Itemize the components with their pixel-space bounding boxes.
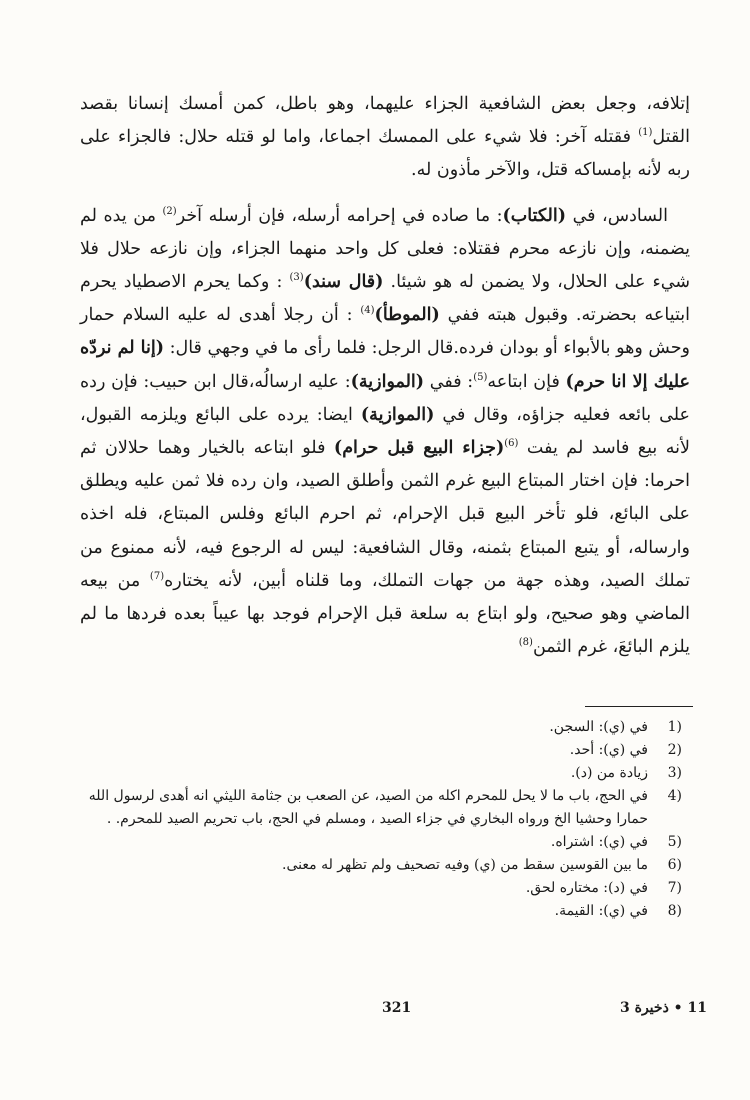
footnote (78, 762, 690, 785)
cited-source: (إنا لم نردّه عليك إلا انا حرم) (80, 338, 690, 392)
cited-source: (قال سند) (303, 272, 384, 293)
footnote-separator (585, 706, 693, 707)
footnote-text: في (ي): اشتراه. (550, 834, 648, 850)
footnote (78, 739, 690, 762)
footnote-number: 1) (667, 719, 682, 735)
page-number: 321 (382, 1000, 412, 1016)
text-run: : ففي (424, 371, 474, 392)
footnote (78, 785, 690, 831)
footnotes-list (78, 716, 690, 923)
footnote-number: 4) (667, 788, 682, 804)
footnote-number: 2) (667, 742, 682, 758)
footnote-text: في (ي): السجن. (549, 719, 648, 735)
footnote (78, 716, 690, 739)
footnote-number: 6) (667, 857, 682, 873)
text-run: من يده لم يضمنه، وإن نازعه محرم فقتلاه: فعلى كل واحد منهما الجزاء، وإن نازعه حلال فلا شيء على الحلال، ولا يضمن له هو شيئا. (80, 205, 690, 293)
cited-source: (الموطأ) (374, 305, 440, 326)
text-run: فإن ابتاعه (487, 371, 566, 392)
cited-source: (الكتاب) (502, 205, 567, 226)
footnote-ref: (7) (149, 571, 165, 583)
paragraph (80, 200, 690, 665)
main-text (80, 88, 690, 664)
footnote-text: ما بين القوسين سقط من (ي) وفيه تصحيف ولم تظهر له معنى. (282, 857, 648, 873)
footnote-ref: (2) (162, 205, 177, 217)
footnote-ref: (8) (518, 637, 533, 649)
text-run: السادس، في (566, 205, 668, 226)
text-run: : عليه ارسالُه،قال ابن حبيب: فإن رده على بائعه فعليه جزاؤه، وقال في (80, 371, 690, 425)
footnote-number: 8) (667, 903, 682, 919)
text-run: إتلافه، وجعل بعض الشافعية الجزاء عليهما، وهو باطل، كمن أمسك إنسانا بقصد القتل (80, 94, 690, 148)
text-run: فلو ابتاعه بالخيار وهما حلالان ثم احرما: فإن اختار المبتاع البيع غرم الثمن وأطلق الصيد، وان رده فلا ثمن عليه ويطلق على البائع، فلو تأخر البيع قبل الإحرام، ثم احرم البائع وفلس المبتاع، فله اخذه وارساله، أو يتبع المبتاع بثمنه، وقال الشافعية: ليس له الرجوع فيه، لأنه ممنوع من تملك الصيد، وهذه جهة من جهات التملك، وما قلناه أبين، لأنه يختاره (80, 438, 691, 591)
footnote (78, 877, 690, 900)
footnote (78, 900, 690, 923)
footnote-number: 3) (667, 765, 682, 781)
footnote-text: زيادة من (د). (570, 765, 648, 781)
cited-source: (الموازية) (350, 371, 425, 392)
cited-source: (الموازية) (360, 404, 435, 425)
footnote-text: في الحج، باب ما لا يحل للمحرم اكله من الصيد، عن الصعب بن جثامة الليثي انه أهدى لرسول الله حمارا وحشيا الخ ورواه البخاري في جزاء الصيد ، ومسلم في الحج، باب تحريم الصيد للمحرم. . (88, 788, 648, 827)
text-run: فقتله آخر: فلا شيء على الممسك اجماعا، واما لو قتله حلال: فالجزاء على ربه لأنه بإمساكه قتل، والآخر مأذون له. (80, 127, 690, 181)
paragraph (80, 88, 690, 188)
text-run: : أن رجلا أهدى له عليه السلام حمار وحش وهو بالأبواء أو بودان فرده.قال الرجل: فلما رأى ما في وجهي قال: (80, 305, 691, 359)
signature-mark: 11 • ذخيرة 3 (620, 1000, 707, 1016)
footnote-text: في (ي): القيمة. (554, 903, 648, 919)
footnote (78, 854, 690, 877)
text-run: ايضا: يرده على البائع ويلزمه القبول، لأنه بيع فاسد لم يفت (80, 404, 690, 459)
footnote-number: 7) (667, 880, 682, 896)
footnote-ref: (4) (360, 305, 375, 317)
footnote-ref: (6) (504, 438, 519, 450)
footnote-text: في (د): مختاره لحق. (525, 880, 648, 896)
footnote-text: في (ي): أحد. (569, 742, 648, 758)
footnote-number: 5) (667, 834, 682, 850)
footnote-ref: (1) (638, 127, 653, 139)
text-run: : وكما يحرم الاصطياد يحرم ابتياعه بحضرته. وقبول هبته ففي (80, 272, 690, 326)
text-run: : ما صاده في إحرامه أرسله، فإن أرسله آخر (176, 205, 503, 226)
footnote-ref: (5) (473, 371, 488, 383)
footnote-ref: (3) (289, 272, 304, 284)
footnote (78, 831, 690, 854)
text-run: من بيعه الماضي وهو صحيح، ولو ابتاع به سلعة قبل الإحرام فوجد بها عيباً بعده فردها ما لم يلزم البائعَ، غرم الثمن (80, 570, 690, 658)
cited-source: (جزاء البيع قبل حرام) (333, 438, 505, 459)
